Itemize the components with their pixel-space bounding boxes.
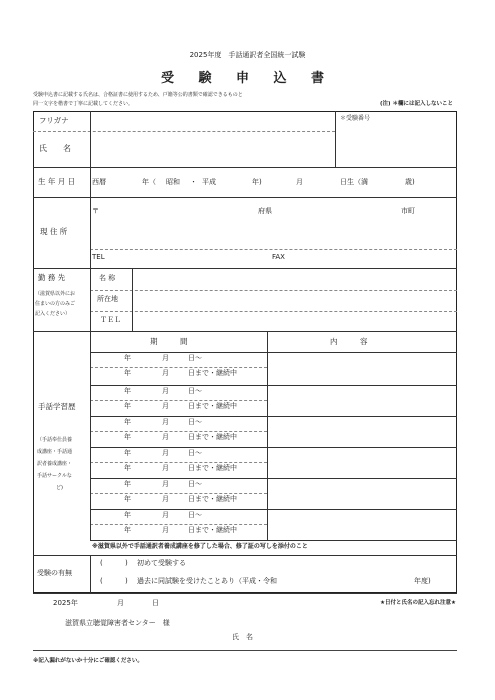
history-start-day: 日～ [188, 354, 202, 362]
option2-paren-close: ) [125, 577, 128, 585]
history-content-field[interactable] [270, 511, 455, 539]
option1-paren-open: ( [100, 559, 103, 567]
history-month: 月 [162, 433, 169, 441]
city-label: 市町 [401, 207, 415, 215]
furigana-field[interactable] [92, 113, 333, 130]
name-label: 氏 名 [39, 144, 71, 153]
history-note-4: 手話サークルな [37, 473, 72, 479]
date-day: 日 [152, 599, 159, 607]
history-label: 手話学習歴 [38, 402, 76, 411]
signature-label: 氏 名 [232, 633, 253, 641]
history-content-field[interactable] [270, 387, 455, 415]
workplace-label: 勤 務 先 [38, 273, 66, 282]
birth-age-unit: 歳) [405, 178, 415, 186]
option-previous-year-unit: 年度) [414, 577, 431, 585]
history-month: 月 [162, 387, 169, 395]
address-label: 現 住 所 [40, 227, 68, 236]
history-month: 月 [162, 354, 169, 362]
history-year: 年 [124, 526, 131, 534]
exam-history-label: 受験の有無 [37, 569, 72, 577]
history-start-day: 日～ [188, 511, 202, 519]
option-first-time-label: 初めて受験する [137, 559, 186, 567]
signature-line [33, 650, 457, 651]
history-year: 年 [124, 449, 131, 457]
tel-label: TEL [92, 253, 105, 261]
exam-number-label: ＊受験番号 [340, 115, 371, 122]
birth-year-close: 年) [252, 178, 262, 186]
option-previous-checkbox[interactable] [104, 576, 124, 588]
exam-name: 2025年度 手話通訳者全国統一試験 [189, 51, 306, 59]
content-header: 内 容 [330, 337, 368, 346]
footer-note: ※記入漏れがないか十分にご確認ください。 [33, 658, 143, 664]
birth-date-label: 生 年 月 日 [38, 177, 76, 186]
option-previous-label: 過去に同試験を受けたことあり（平成・令和 [137, 577, 277, 585]
history-start-day: 日～ [188, 387, 202, 395]
era-showa: 昭和 [166, 178, 180, 186]
option-first-time-checkbox[interactable] [104, 558, 124, 570]
recipient: 滋賀県立聴覚障害者センター 様 [65, 619, 170, 627]
furigana-label: フリガナ [39, 116, 69, 125]
history-year: 年 [124, 511, 131, 519]
note-line-2: 同一文字を楷書で丁寧に記載してください。 [33, 101, 134, 107]
history-month: 月 [162, 526, 169, 534]
period-header: 期 間 [150, 337, 188, 346]
history-month: 月 [162, 464, 169, 472]
history-start-day: 日～ [188, 480, 202, 488]
history-end-day: 日まで・継続中 [188, 402, 237, 410]
history-end-day: 日まで・継続中 [188, 526, 237, 534]
birth-day-age: 日生（満 [340, 178, 368, 186]
fax-label: FAX [272, 253, 285, 261]
workplace-note-2: 住まいの方のみご [35, 301, 76, 307]
date-month: 月 [117, 599, 124, 607]
history-month: 月 [162, 511, 169, 519]
history-note-2: 成講座・手話通 [37, 449, 73, 455]
history-content-field[interactable] [270, 354, 455, 382]
history-footer-note: ※滋賀県以外で手話通訳者養成講座を修了した場合、修了証の写しを添付のこと [92, 543, 308, 550]
history-year: 年 [124, 480, 131, 488]
birth-seireki: 西暦 [92, 178, 106, 186]
birth-month: 月 [296, 178, 303, 186]
history-content-field[interactable] [270, 449, 455, 477]
option2-paren-open: ( [100, 577, 103, 585]
page-title: 受 験 申 込 書 [160, 71, 335, 86]
option1-paren-close: ) [125, 559, 128, 567]
workplace-tel-label: ＴＥＬ [100, 316, 121, 324]
history-year: 年 [124, 402, 131, 410]
history-start-day: 日～ [188, 449, 202, 457]
signature-field[interactable] [262, 628, 432, 648]
history-end-day: 日まで・継続中 [188, 433, 237, 441]
history-year: 年 [124, 464, 131, 472]
workplace-note-1: （滋賀県以外にお [35, 291, 76, 297]
history-end-day: 日まで・継続中 [188, 464, 237, 472]
history-note-5: ど) [56, 485, 63, 491]
name-field[interactable] [92, 133, 333, 166]
furigana-divider [33, 131, 335, 132]
era-heisei: 平成 [202, 178, 216, 186]
history-year: 年 [124, 369, 131, 377]
era-separator: ・ [190, 178, 197, 186]
history-month: 月 [162, 418, 169, 426]
history-year: 年 [124, 418, 131, 426]
history-year: 年 [124, 354, 131, 362]
history-note-1: （手話奉仕員養 [37, 437, 73, 443]
history-month: 月 [162, 480, 169, 488]
date-warning: ★日付と氏名の記入忘れ注意★ [380, 600, 456, 606]
workplace-address-label: 所在地 [97, 295, 118, 303]
birth-year: 年（ [142, 178, 156, 186]
history-year: 年 [124, 387, 131, 395]
prefecture-label: 府県 [258, 207, 272, 215]
history-content-field[interactable] [270, 480, 455, 508]
workplace-name-label: 名 称 [99, 274, 116, 282]
history-year: 年 [124, 433, 131, 441]
history-month: 月 [162, 495, 169, 503]
workplace-note-3: 記入ください） [35, 311, 71, 317]
history-month: 月 [162, 402, 169, 410]
note-line-1: 受験申込書に記載する氏名は、合格証書に使用するため、戸籍等公的書類で確認できるものと [33, 92, 243, 98]
date-year: 2025年 [53, 599, 78, 607]
history-month: 月 [162, 369, 169, 377]
history-end-day: 日まで・継続中 [188, 369, 237, 377]
note-right: (注) ＊欄には記入しないこと [380, 101, 453, 107]
history-start-day: 日～ [188, 418, 202, 426]
history-content-field[interactable] [270, 418, 455, 446]
postal-mark: 〒 [92, 207, 99, 215]
history-note-3: 訳者養成講座・ [37, 461, 73, 467]
history-month: 月 [162, 449, 169, 457]
history-end-day: 日まで・継続中 [188, 495, 237, 503]
history-year: 年 [124, 495, 131, 503]
address-field[interactable] [92, 199, 455, 248]
